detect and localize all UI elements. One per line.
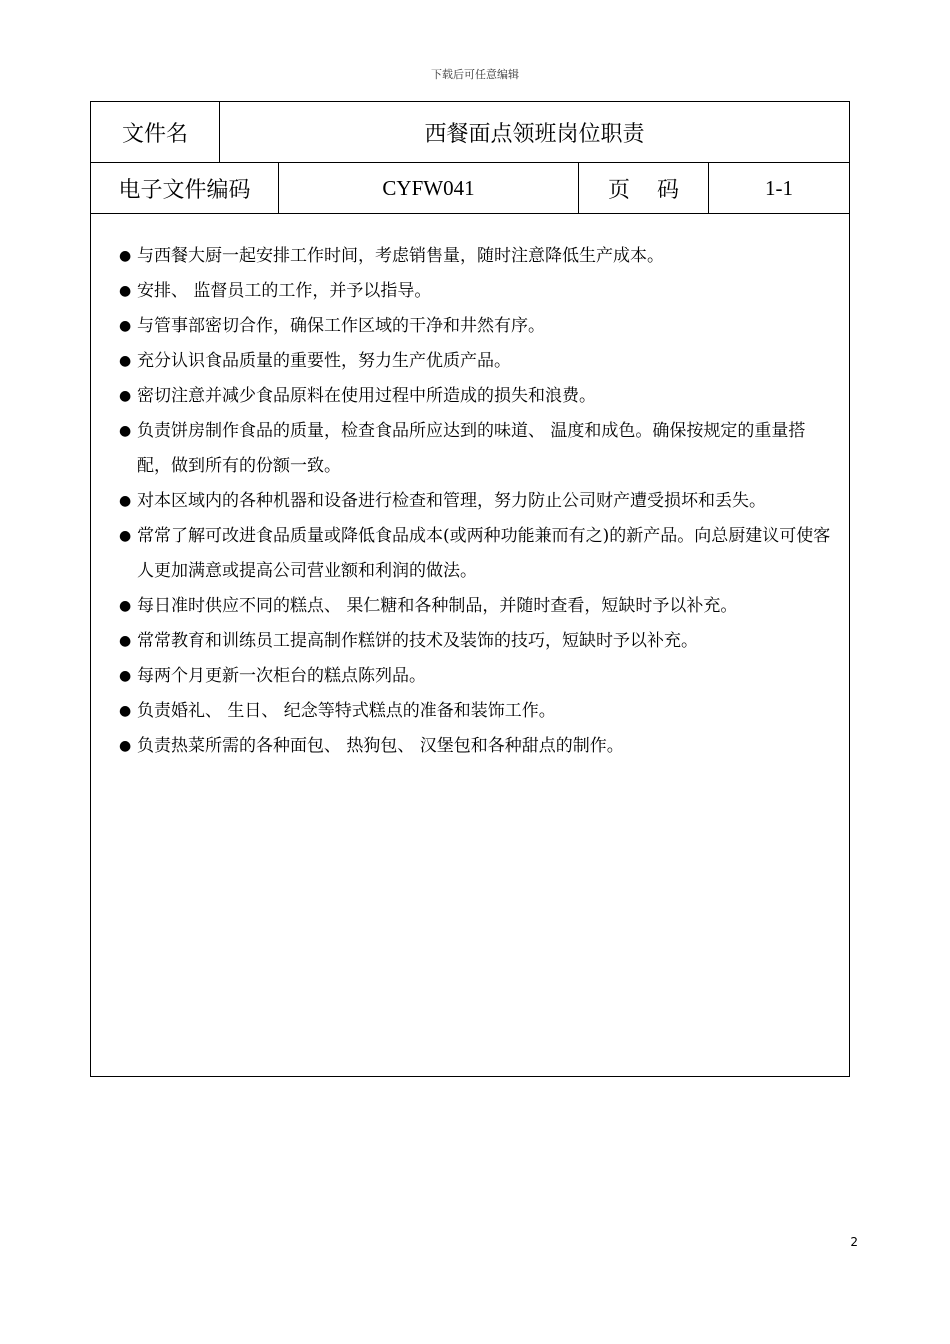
bullet-icon: ● bbox=[119, 528, 132, 544]
file-name-label: 文件名 bbox=[91, 102, 220, 162]
code-label: 电子文件编码 bbox=[91, 163, 279, 213]
duty-item bbox=[119, 729, 831, 764]
duties-list bbox=[119, 239, 831, 764]
bullet-icon: ● bbox=[119, 598, 132, 614]
duty-item bbox=[119, 519, 831, 589]
code-row bbox=[91, 163, 849, 214]
duty-item bbox=[119, 414, 831, 484]
bullet-icon: ● bbox=[119, 318, 132, 334]
bullet-icon: ● bbox=[119, 738, 132, 754]
bullet-icon: ● bbox=[119, 248, 132, 264]
duty-item bbox=[119, 344, 831, 379]
duty-text: 负责婚礼、 生日、 纪念等特式糕点的准备和装饰工作。 bbox=[137, 701, 556, 721]
duty-text: 常常了解可改进食品质量或降低食品成本(或两种功能兼而有之)的新产品。向总厨建议可使客人更加满意或提高公司营业额和利润的做法。 bbox=[137, 526, 831, 581]
bullet-icon: ● bbox=[119, 423, 132, 439]
page-header-note: 下载后可任意编辑 bbox=[431, 68, 519, 81]
duty-text: 与西餐大厨一起安排工作时间，考虑销售量，随时注意降低生产成本。 bbox=[137, 246, 664, 266]
bullet-icon: ● bbox=[119, 703, 132, 719]
duty-text: 充分认识食品质量的重要性，努力生产优质产品。 bbox=[137, 351, 511, 371]
duty-item bbox=[119, 239, 831, 274]
duty-text: 安排、 监督员工的工作，并予以指导。 bbox=[137, 281, 432, 301]
duty-text: 与管事部密切合作，确保工作区域的干净和井然有序。 bbox=[137, 316, 545, 336]
duty-item bbox=[119, 589, 831, 624]
bullet-icon: ● bbox=[119, 388, 132, 404]
duty-item bbox=[119, 379, 831, 414]
bullet-icon: ● bbox=[119, 493, 132, 509]
duty-text: 负责饼房制作食品的质量，检查食品所应达到的味道、 温度和成色。确保按规定的重量搭配，做到所有的份额一致。 bbox=[137, 421, 806, 476]
duty-item bbox=[119, 309, 831, 344]
duty-text: 负责热菜所需的各种面包、 热狗包、 汉堡包和各种甜点的制作。 bbox=[137, 736, 624, 756]
title-row bbox=[91, 102, 849, 163]
duty-text: 对本区域内的各种机器和设备进行检查和管理，努力防止公司财产遭受损坏和丢失。 bbox=[137, 491, 766, 511]
bullet-icon: ● bbox=[119, 353, 132, 369]
duty-item bbox=[119, 274, 831, 309]
duty-text: 每两个月更新一次柜台的糕点陈列品。 bbox=[137, 666, 426, 686]
file-name-value: 西餐面点领班岗位职责 bbox=[424, 121, 645, 147]
bullet-icon: ● bbox=[119, 283, 132, 299]
duty-text: 每日准时供应不同的糕点、 果仁糖和各种制品，并随时查看，短缺时予以补充。 bbox=[137, 596, 738, 616]
bullet-icon: ● bbox=[119, 633, 132, 649]
duty-item bbox=[119, 484, 831, 519]
document-table bbox=[90, 101, 850, 1077]
page-value: 1-1 bbox=[765, 175, 793, 200]
page-label: 页 码 bbox=[579, 163, 709, 213]
duty-text: 密切注意并减少食品原料在使用过程中所造成的损失和浪费。 bbox=[137, 386, 596, 406]
duty-item bbox=[119, 624, 831, 659]
code-value: CYFW041 bbox=[279, 163, 579, 213]
duty-item bbox=[119, 659, 831, 694]
page-number: 2 bbox=[850, 1235, 858, 1249]
duty-item bbox=[119, 694, 831, 729]
duty-text: 常常教育和训练员工提高制作糕饼的技术及装饰的技巧，短缺时予以补充。 bbox=[137, 631, 698, 651]
bullet-icon: ● bbox=[119, 668, 132, 684]
